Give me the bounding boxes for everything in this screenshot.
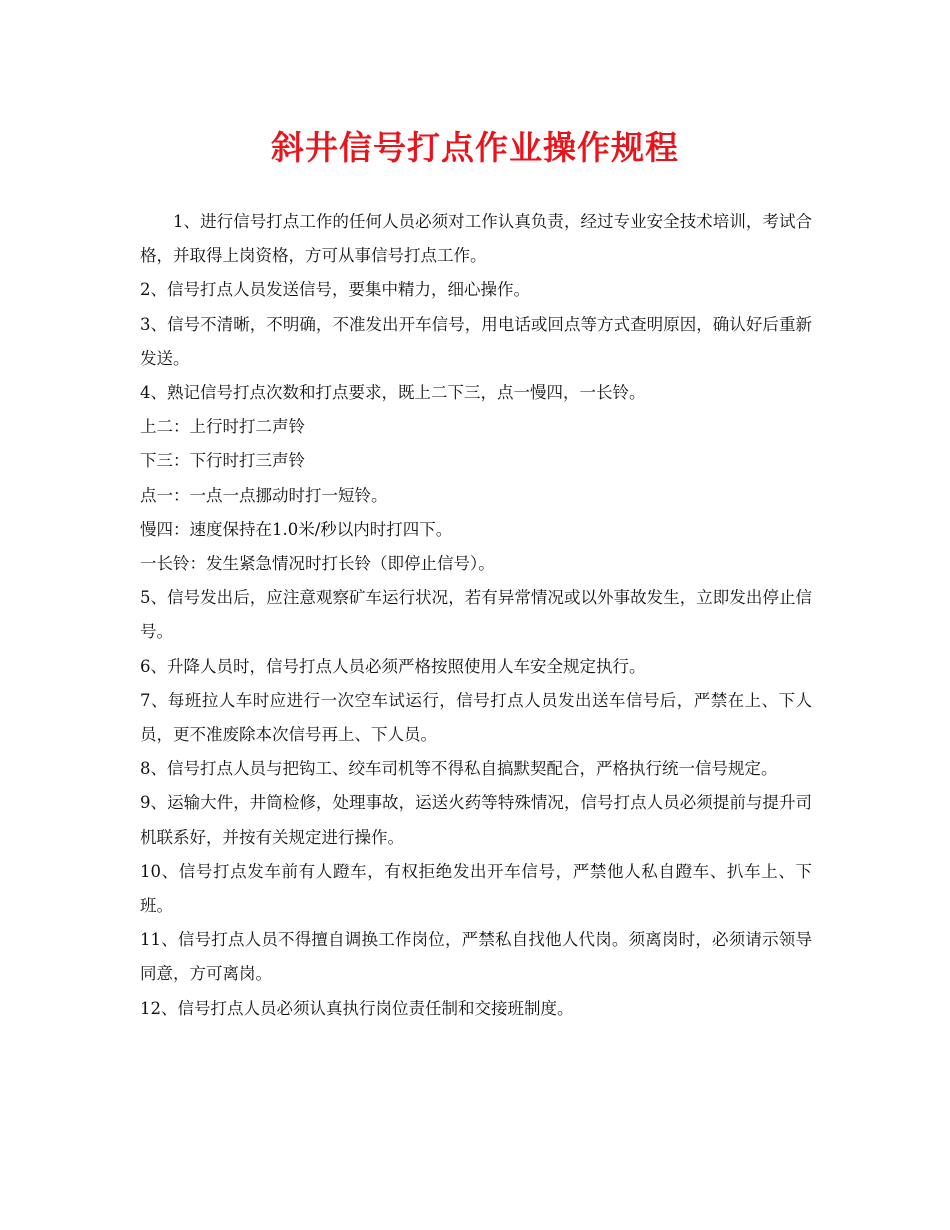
paragraph-11: 11、信号打点人员不得擅自调换工作岗位，严禁私自找他人代岗。须离岗时，必须请示领导同意，方可离岗。 [140, 930, 812, 984]
paragraph-3: 3、信号不清晰，不明确，不准发出开车信号，用电话或回点等方式查明原因，确认好后重新发送。 [140, 314, 812, 368]
signal-rule-up-two: 上二：上行时打二声铃 [140, 417, 305, 437]
paragraph-9: 9、运输大件，井筒检修，处理事故，运送火药等特殊情况，信号打点人员必须提前与提升司机联系好，并按有关规定进行操作。 [140, 793, 812, 847]
signal-rule-long-bell: 一长铃：发生紧急情况时打长铃（即停止信号）。 [140, 554, 495, 574]
paragraph-12: 12、信号打点人员必须认真执行岗位责任制和交接班制度。 [140, 998, 574, 1018]
signal-rule-point-one: 点一：一点一点挪动时打一短铃。 [140, 485, 388, 505]
signal-rule-down-three: 下三：下行时打三声铃 [140, 451, 305, 471]
paragraph-10: 10、信号打点发车前有人蹬车，有权拒绝发出开车信号，严禁他人私自蹬车、扒车上、下班。 [140, 861, 812, 916]
paragraph-1: 1、进行信号打点工作的任何人员必须对工作认真负责，经过专业安全技术培训，考试合格，并取得上岗资格，方可从事信号打点工作。 [140, 212, 812, 266]
document-body [140, 205, 812, 1026]
paragraph-5: 5、信号发出后，应注意观察矿车运行状况，若有异常情况或以外事故发生，立即发出停止信号。 [140, 588, 812, 642]
paragraph-4: 4、熟记信号打点次数和打点要求，既上二下三，点一慢四，一长铃。 [140, 383, 646, 403]
document-title: 斜井信号打点作业操作规程 [271, 128, 679, 167]
paragraph-6: 6、升降人员时，信号打点人员必须严格按照使用人车安全规定执行。 [140, 656, 646, 676]
paragraph-7: 7、每班拉人车时应进行一次空车试运行，信号打点人员发出送车信号后，严禁在上、下人员，更不准废除本次信号再上、下人员。 [140, 690, 812, 745]
paragraph-8: 8、信号打点人员与把钩工、绞车司机等不得私自搞默契配合，严格执行统一信号规定。 [140, 759, 778, 779]
signal-rule-slow-four: 慢四：速度保持在1.0米/秒以内时打四下。 [140, 519, 453, 539]
paragraph-2: 2、信号打点人员发送信号，要集中精力，细心操作。 [140, 280, 530, 300]
